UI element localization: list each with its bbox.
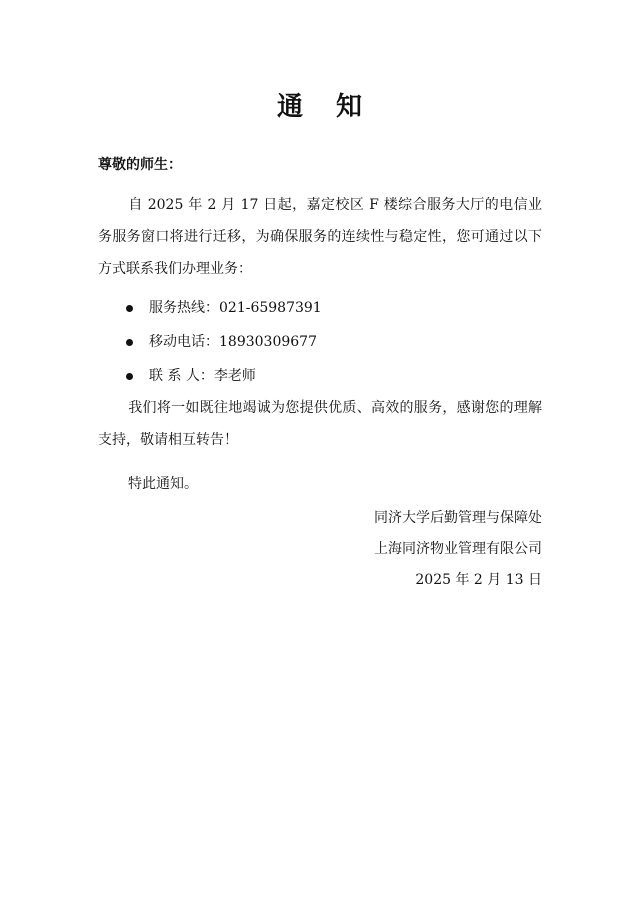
signature-org-2: 上海同济物业管理有限公司: [374, 541, 542, 557]
bullet-icon: [126, 305, 133, 312]
signature-org-1: 同济大学后勤管理与保障处: [374, 510, 542, 526]
paragraph-notice-text: 特此通知。: [128, 476, 198, 492]
paragraph-notice: [98, 468, 542, 500]
notice-title: 通 知: [276, 92, 375, 122]
greeting: 尊敬的师生：: [98, 157, 182, 173]
bullet-icon: [126, 373, 133, 380]
contact-hotline: 服务热线：021-65987391: [149, 300, 322, 316]
signature-date: 2025 年 2 月 13 日: [415, 572, 542, 588]
signature-block: [374, 503, 542, 596]
paragraph-closing-text: 我们将一如既往地竭诚为您提供优质、高效的服务，感谢您的理解支持，敬请相互转告！: [98, 400, 542, 448]
contact-person: 联 系 人：李老师: [149, 368, 256, 384]
contact-list: [126, 291, 322, 393]
paragraph-intro: [98, 189, 542, 285]
paragraph-intro-text: 自 2025 年 2 月 17 日起，嘉定校区 F 楼综合服务大厅的电信业务服务窗口将进行迁移，为确保服务的连续性与稳定性，您可通过以下方式联系我们办理业务：: [98, 197, 542, 277]
paragraph-closing: [98, 392, 542, 456]
bullet-icon: [126, 339, 133, 346]
contact-item: [126, 359, 322, 393]
contact-item: [126, 291, 322, 325]
contact-item: [126, 325, 322, 359]
contact-mobile: 移动电话：18930309677: [149, 334, 317, 350]
